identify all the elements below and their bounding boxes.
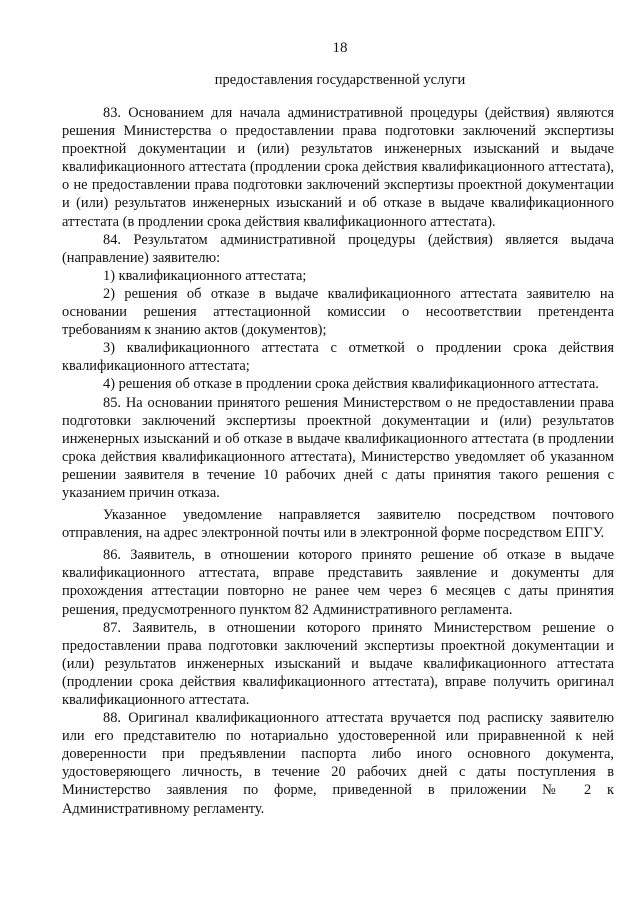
continued-heading: предоставления государственной услуги	[214, 72, 466, 88]
page-number: 18	[332, 40, 348, 56]
paragraph-84: 84. Результатом административной процедуры (действия) является выдача (направление) заявителю:	[62, 231, 614, 266]
list-item-3: 3) квалификационного аттестата с отметкой о продлении срока действия квалификационного аттестата;	[62, 340, 614, 375]
list-item-2: 2) решения об отказе в выдаче квалификационного аттестата заявителю на основании решения аттестационной комиссии о несоответствии претендента требованиям к знанию актов (документов);	[62, 285, 614, 339]
paragraph-86: 86. Заявитель, в отношении которого принято решение об отказе в выдаче квалификационного аттестата, вправе представить заявление и документы для прохождения аттестации повторно не ранее чем через 6 месяцев с даты принятия решения, предусмотренного пунктом 82 Административного регламента.	[62, 547, 614, 618]
list-item-4: 4) решения об отказе в продлении срока действия квалификационного аттестата.	[103, 376, 599, 393]
list-item-1: 1) квалификационного аттестата;	[103, 267, 307, 284]
paragraph-88: 88. Оригинал квалификационного аттестата вручается под расписку заявителю или его представителю по нотариально удостоверенной или приравненной к ней доверенности при предъявлении паспорта либо иного основного документа, удостоверяющего личность, в течение 20 рабочих дней с даты поступления в Министерство заявления по форме, приведенной в приложении № 2 к Административному регламенту.	[62, 710, 614, 817]
document-body	[62, 104, 614, 818]
paragraph-notification: Указанное уведомление направляется заявителю посредством почтового отправления, на адрес электронной почты или в электронной форме посредством ЕПГУ.	[62, 507, 614, 542]
paragraph-85: 85. На основании принятого решения Министерством о не предоставлении права подготовки заключений экспертизы проектной документации и (или) результатов инженерных изысканий и об отказе в выдаче квалификационного аттестата (в продлении срока действия квалификационного аттестата), Министерство уведомляет об указанном решении заявителя в течение 10 рабочих дней с даты принятия такого решения с указанием причин отказа.	[62, 394, 614, 501]
paragraph-87: 87. Заявитель, в отношении которого принято Министерством решение о предоставлении права подготовки заключений экспертизы проектной документации и (или) результатов инженерных изысканий и выдаче квалификационного аттестата (продлении срока действия квалификационного аттестата), вправе получить оригинал квалификационного аттестата.	[62, 619, 614, 708]
paragraph-83: 83. Основанием для начала административной процедуры (действия) являются решения Министерства о предоставлении права подготовки заключений экспертизы проектной документации и (или) результатов инженерных изысканий и выдаче квалификационного аттестата (продлении срока действия квалификационного аттестата), о не предоставлении права подготовки заключений экспертизы проектной документации и (или) результатов инженерных изысканий и об отказе в выдаче квалификационного аттестата (в продлении срока действия квалификационного аттестата).	[62, 105, 614, 230]
